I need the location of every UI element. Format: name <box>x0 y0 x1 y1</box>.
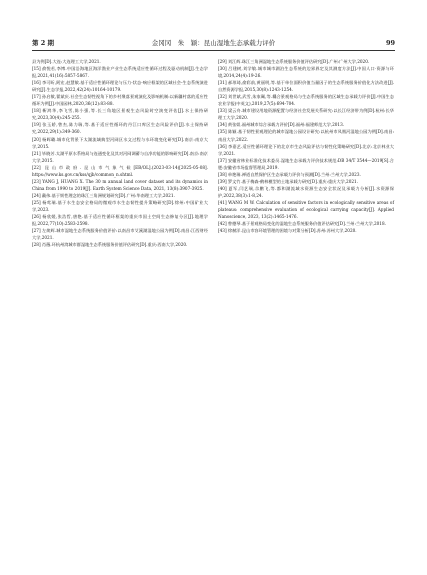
reference-entry: [37] 安徽省林业标准化技术委员.湿地生态承载力评价技术规范:DB 34/T 3544—2019[S].合肥:安徽省市场监督管理局,2019. <box>218 157 394 170</box>
reference-entry: 县为例[D].大连:大连理工大学,2021. <box>32 59 101 64</box>
reference-entry: [34] 黄张娱.福州城市综合承载力评价[D].福州:福建师范大学,2013. <box>218 122 345 128</box>
references-left-column <box>32 58 208 248</box>
reference-entry: [19] 张玉娇,曾杰,陈力瑞,等.基于适应性循环的丹江口库区生态风险评价[J].水土保持研究,2022,29(1):349-360. <box>32 122 208 135</box>
reference-entry: [39] 罗文竹.基于梅森-鹤林模型的土地承载力研究[D].重庆:重庆大学,2021. <box>218 178 359 184</box>
reference-entry: [26] 杨欣媛,张浩哲,唐艳.基于适应性循环框架的重庆市国土空间生态修复分区[J].地理学报,2022,77(10):2583-2598. <box>32 214 208 227</box>
reference-entry: [18] 靳鸿华,李飞雪,陈小强,等.长三角地区景观生态风险时空演变评估[J].水土保持研究,2023,30(4):245-255. <box>32 108 208 121</box>
reference-entry: [21] 毕晓芳.太湖平原水系格局与连通变化及其对河网调蓄与自净功能的影响研究[D].南京:南京大学,2015. <box>32 150 208 163</box>
reference-entry: [42] 曾德琴.基于景观格局变化的湿地生态系统服务价值评估研究[D].兰州:兰州大学,2018. <box>218 221 386 227</box>
reference-entry: [33] 梁云舟.城市建设用地资源配置与经济社会发展关系研究:以长江经济带为例[D].杭州:长华理工大学,2020. <box>218 108 394 121</box>
reference-entry: [43] 徐赫洋.昆山市容环境管理的困境与对策分析[D].苏州:苏州大学,2020. <box>218 228 357 234</box>
reference-entry: [41] WANG M W. Calculation of sensitive factors in ecologically sensitive areas of plateaus: comprehensive evaluation of ecological carrying capacity[J]. Applied Nanoscience, 2023, 13(2):1465-1476. <box>218 199 394 220</box>
reference-entry: [32] 刘世斌,武雪,朱家珮,等.耦合景观格局与生态系统服务的区域生态承载力评价[J].中国生态农业学报(中英文),2019,27(5):694-704. <box>218 94 394 107</box>
reference-entry: [38] 单艳瑞.禅道自然保护区生态承载力评价与预测[D].兰州:兰州大学,2023. <box>218 171 361 177</box>
references-right-column <box>218 58 394 234</box>
reference-entry: [40] 夏军,闫艺瑞,佘鹏飞,等.都和湖流域水资源生态安全状况及承载力分析[J].水资源保护,2022,38(3):1-8,24. <box>218 185 394 198</box>
reference-entry: [28] 肖薇.环杭州湾城市群湿地生态系统服务价值评估研究[D].重庆:西南大学,2020. <box>32 242 188 248</box>
page-number: 99 <box>385 39 395 47</box>
reference-entry: [36] 李嘉艺.适应性循环理论下的北京市生态风险评估与韧性化策略研究[D].北京:北京林业大学,2021. <box>218 143 394 156</box>
reference-entry: [30] 吕建树,刘学敏.城市城市湖泊生态系统的边界界定及其测度方法[J].中国人口·资源与环境,2014,24(4):19-26. <box>218 66 394 79</box>
reference-entry: [29] 刘江辉.珠江三角洲湿地生态系统服务价值评估研究[D].广州:广州大学,2020. <box>218 59 370 64</box>
running-header <box>32 36 395 51</box>
reference-entry: [24] 戴伟.基于韧性理念的珠江三角洲规划研究[D].广州:华南理工大学,2021. <box>32 192 175 198</box>
reference-entry: [23] YANG J, HUANG X. The 30 m annual land cover dataset and its dynamics in China from 1990 to 2019[J]. Earth System Science Data, 2021, 13(8):3907-3925. <box>32 178 208 191</box>
reference-entry: [27] 左焕辉.城市湿地生态系统服务价值评价:以南昌市艾溪湖湿地公园为例[D].南昌:江西财经大学,2021. <box>32 228 208 241</box>
reference-entry: [22] 昆山市政府.昆山市气象气候[EB/OL].(2023-03-14)[2025-05-08]. https://www.ks.gov.cn/kss/qjb/common_n.shtml. <box>32 164 208 177</box>
reference-entry: [16] 李可昕,阿宏,赵慧敏.基于适应性循环理论与压力-状态-响应框架的区域社会-生态系统演进研究[J].生态学报,2022,42(24):10164-10179. <box>32 80 208 93</box>
reference-entry: [31] 郝琼琦,俞彩前,黄丽明,等.基于单位面积价值当量因子的生态系统服务价值化方法改进[J].自然资源学报,2015,30(8):1243-1254. <box>218 80 394 93</box>
reference-entry: [17] 孙启敏,翟斌庆.社会生态韧性视角下的乡村聚落景观演化及影响机制:以新疆村落的适应性循环为例[J].中国园林,2020,36(12):83-88. <box>32 94 208 107</box>
reference-entry: [15] 俞悦若,李博.中国沿海地区海洋渔业产业生态系统适应性循环过程及驱动机制[J].生态学报,2021,41(16):5857-5867. <box>32 66 208 79</box>
reference-entry: [20] 杨晖璐.城市化背景下太湖流域典型河网区水文过程与水环境变化研究[D].南京:南京大学,2015. <box>32 136 208 149</box>
issue-label: 第 2 期 <box>32 39 55 47</box>
reference-entry: [25] 杨莺瑞.基于水生态安全格局的微观市水生态韧性提升策略研究[D].徐州:中国矿业大学,2023. <box>32 199 208 212</box>
reference-entry: [35] 陈颖.基于韧性景观理论的城市湿地公园设计研究:以杭州市凤凰河湿地公园为例[D].南昌:南昌大学,2022. <box>218 129 394 142</box>
running-title: 金冈冈 朱 颖：昆山湿地生态承载力评价 <box>151 39 276 47</box>
